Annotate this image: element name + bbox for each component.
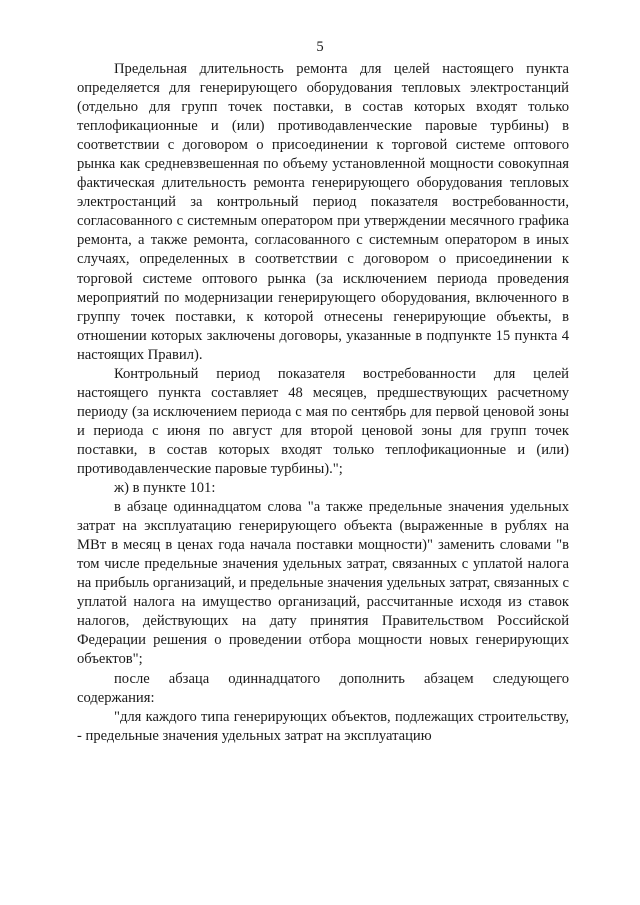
page-number: 5 xyxy=(316,39,324,55)
paragraph-item-101: ж) в пункте 101: xyxy=(114,480,216,497)
paragraph-quoted-start: "для каждого типа генерирующих объектов, подлежащих строительству, - предельные значения удельных затрат на эксплуатацию xyxy=(77,708,569,744)
paragraph-repair-duration: Предельная длительность ремонта для целей настоящего пункта определяется для генерирующего оборудования тепловых электростанций (отдельно для групп точек поставки, в состав которых входят только теплофикационные и (или) противодавленческие паровые турбины) в соответствии с договором о присоединении к торговой системе оптового рынка как средневзвешенная по объему установленной мощности совокупная фактическая длительность ремонта генерирующего оборудования тепловых электростанций за контрольный период показателя востребованности, согласованного с системным оператором при утверждении месячного графика ремонта, а также ремонта, согласованного с системным оператором в иных случаях, определенных в соответствии с договором о присоединении к торговой системе оптового рынка (за исключением периода проведения мероприятий по модернизации генерирующего оборудования, включенного в группу точек поставки, к которой отнесены генерирующие объекты, в отношении которых заключены договоры, указанные в подпункте 15 пункта 4 настоящих Правил). xyxy=(77,61,569,363)
document-body xyxy=(77,60,569,746)
paragraph-eleventh-abzac: в абзаце одиннадцатом слова "а также предельные значения удельных затрат на эксплуатацию генерирующего объекта (выраженные в рублях на МВт в месяц в ценах года начала поставки мощности)" заменить словами "в том числе предельные значения удельных затрат, связанных с уплатой налога на прибыль организаций, и предельные значения удельных затрат, связанных с уплатой налога на имущество организаций, рассчитанные исходя из ставок налогов, действующих на дату принятия Правительством Российской Федерации решения о проведении отбора мощности новых генерирующих объектов"; xyxy=(77,499,569,668)
paragraph-add-abzac: после абзаца одиннадцатого дополнить абзацем следующего содержания: xyxy=(77,670,569,706)
paragraph-control-period: Контрольный период показателя востребованности для целей настоящего пункта составляет 48 месяцев, предшествующих расчетному периоду (за исключением периода с мая по сентябрь для первой ценовой зоны и периода с июня по август для второй ценовой зоны для групп точек поставки, в состав которых входят только теплофикационные и (или) противодавленческие паровые турбины)."; xyxy=(77,365,569,477)
